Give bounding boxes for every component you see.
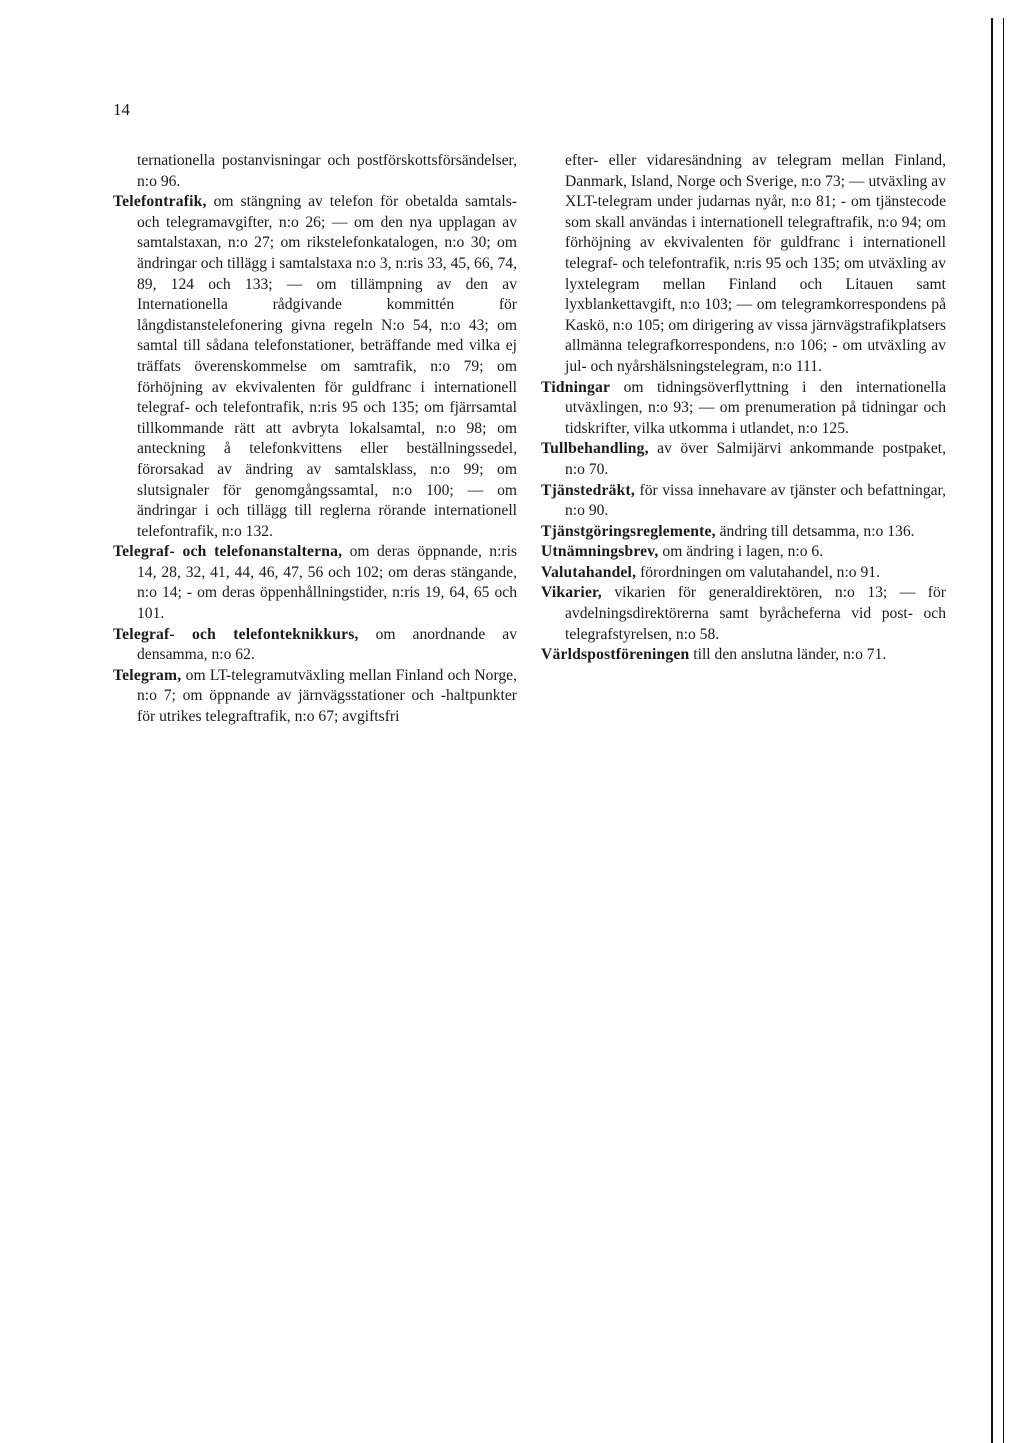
index-entry: [113, 151, 517, 192]
entry-head: Världspostföreningen: [541, 646, 690, 664]
index-entry: [541, 645, 946, 666]
index-entry: [541, 542, 946, 563]
entry-head: Valutahandel,: [541, 563, 637, 581]
left-column: [113, 151, 517, 728]
entry-head: Utnämningsbrev,: [541, 543, 659, 561]
entry-text: om anordnande av densamma, n:o 62.: [137, 625, 518, 664]
entry-head: Telefontrafik,: [113, 193, 207, 211]
index-entry: [541, 481, 946, 522]
entry-text: ternationella postanvisningar och postförskottsförsändelser, n:o 96.: [137, 152, 517, 190]
entry-text: förordningen om valutahandel, n:o 91.: [636, 563, 880, 581]
entry-head: Tullbehandling,: [541, 440, 649, 458]
entry-head: Telegram,: [113, 666, 182, 684]
index-entry: [541, 151, 946, 378]
index-entry: [541, 378, 946, 440]
index-entry: [113, 666, 517, 728]
index-entry: [113, 542, 517, 624]
entry-head: Telegraf- och telefonteknikkurs,: [113, 625, 359, 643]
entry-head: Vikarier,: [541, 584, 602, 602]
entry-text: vikarien för generaldirektören, n:o 13; — för avdelningsdirektörerna samt byråcheferna vid post- och telegrafstyrelsen, n:o 58.: [565, 584, 946, 643]
entry-text: om deras öppnande, n:ris 14, 28, 32, 41, 44, 46, 47, 56 och 102; om deras stängande, n:o 14; - om deras öppenhållningstider, n:ris 19, 64, 65 och 101.: [137, 543, 517, 623]
index-entry: [541, 439, 946, 480]
entry-head: Telegraf- och telefonanstalterna,: [113, 543, 343, 561]
page-edge-rule: [991, 18, 993, 1443]
index-entry: [113, 192, 517, 542]
entry-text: efter- eller vidaresändning av telegram mellan Finland, Danmark, Island, Norge och Sverige, n:o 73; — utväxling av XLT-telegram under judarnas nyår, n:o 81; - om tjänstecode som skall användas i internationell telegraftrafik, n:o 94; om förhöjning av ekvivalenten för guldfranc i internationell telegraf- och telefontrafik, n:ris 95 och 135; om utväxling av lyxtelegram mellan Finland och Litauen samt lyxblankettavgift, n:o 103; — om telegramkorrespondens på Kaskö, n:o 105; om dirigering av vissa järnvägstrafikplatsers allmänna telegrafkorrespondens, n:o 106; - om utväxling av jul- och nyårshälsningstelegram, n:o 111.: [565, 152, 946, 375]
index-entry: [541, 563, 946, 584]
entry-text: om stängning av telefon för obetalda samtals- och telegramavgifter, n:o 26; — om den nya upplagan av samtalstaxan, n:o 27; om rikstelefonkatalogen, n:o 30; om ändringar och tillägg i samtalstaxa n:o 3, n:ris 33, 45, 66, 74, 89, 124 och 133; — om tillämpning av den av Internationella rådgivande kommittén för långdistanstelefonering givna regeln N:o 54, n:o 43; om samtal till sådana telefonstationer, beträffande med vilka ej träffats överenskommelse om samtrafik, n:o 79; om förhöjning av ekvivalenten för guldfranc i internationell telegraf- och telefontrafik, n:ris 95 och 135; om fjärrsamtal tillkommande rätt att avbryta lokalsamtal, n:o 98; om anteckning å telefonkvittens eller beställningssedel, förorsakad av ändring av samtalsklass, n:o 99; om slutsignaler för genomgångssamtal, n:o 100; — om ändringar i och tillägg till reglerna rörande internationell telefontrafik, n:o 132.: [137, 193, 517, 540]
entry-text: för vissa innehavare av tjänster och befattningar, n:o 90.: [565, 481, 946, 520]
right-column: [541, 151, 946, 666]
entry-head: Tjänstgöringsreglemente,: [541, 522, 716, 540]
page-edge-rule-outer: [1003, 18, 1004, 1443]
entry-text: om ändring i lagen, n:o 6.: [658, 543, 824, 561]
entry-text: av över Salmijärvi ankommande postpaket, n:o 70.: [565, 440, 946, 478]
index-entry: [541, 583, 946, 645]
entry-text: till den anslutna länder, n:o 71.: [689, 646, 887, 664]
index-entry: [541, 522, 946, 543]
entry-text: om tidningsöverflyttning i den internationella utväxlingen, n:o 93; — om prenumeration på tidningar och tidskrifter, vilka utkomma i utlandet, n:o 125.: [565, 378, 946, 437]
entry-head: Tidningar: [541, 378, 611, 396]
entry-text: ändring till detsamma, n:o 136.: [715, 522, 915, 540]
entry-head: Tjänstedräkt,: [541, 481, 636, 499]
page-number: 14: [113, 100, 130, 119]
entry-text: om LT-telegramutväxling mellan Finland och Norge, n:o 7; om öppnande av järnvägsstationer och -haltpunkter för utrikes telegraftrafik, n:o 67; avgiftsfri: [137, 666, 517, 726]
index-entry: [113, 625, 517, 666]
